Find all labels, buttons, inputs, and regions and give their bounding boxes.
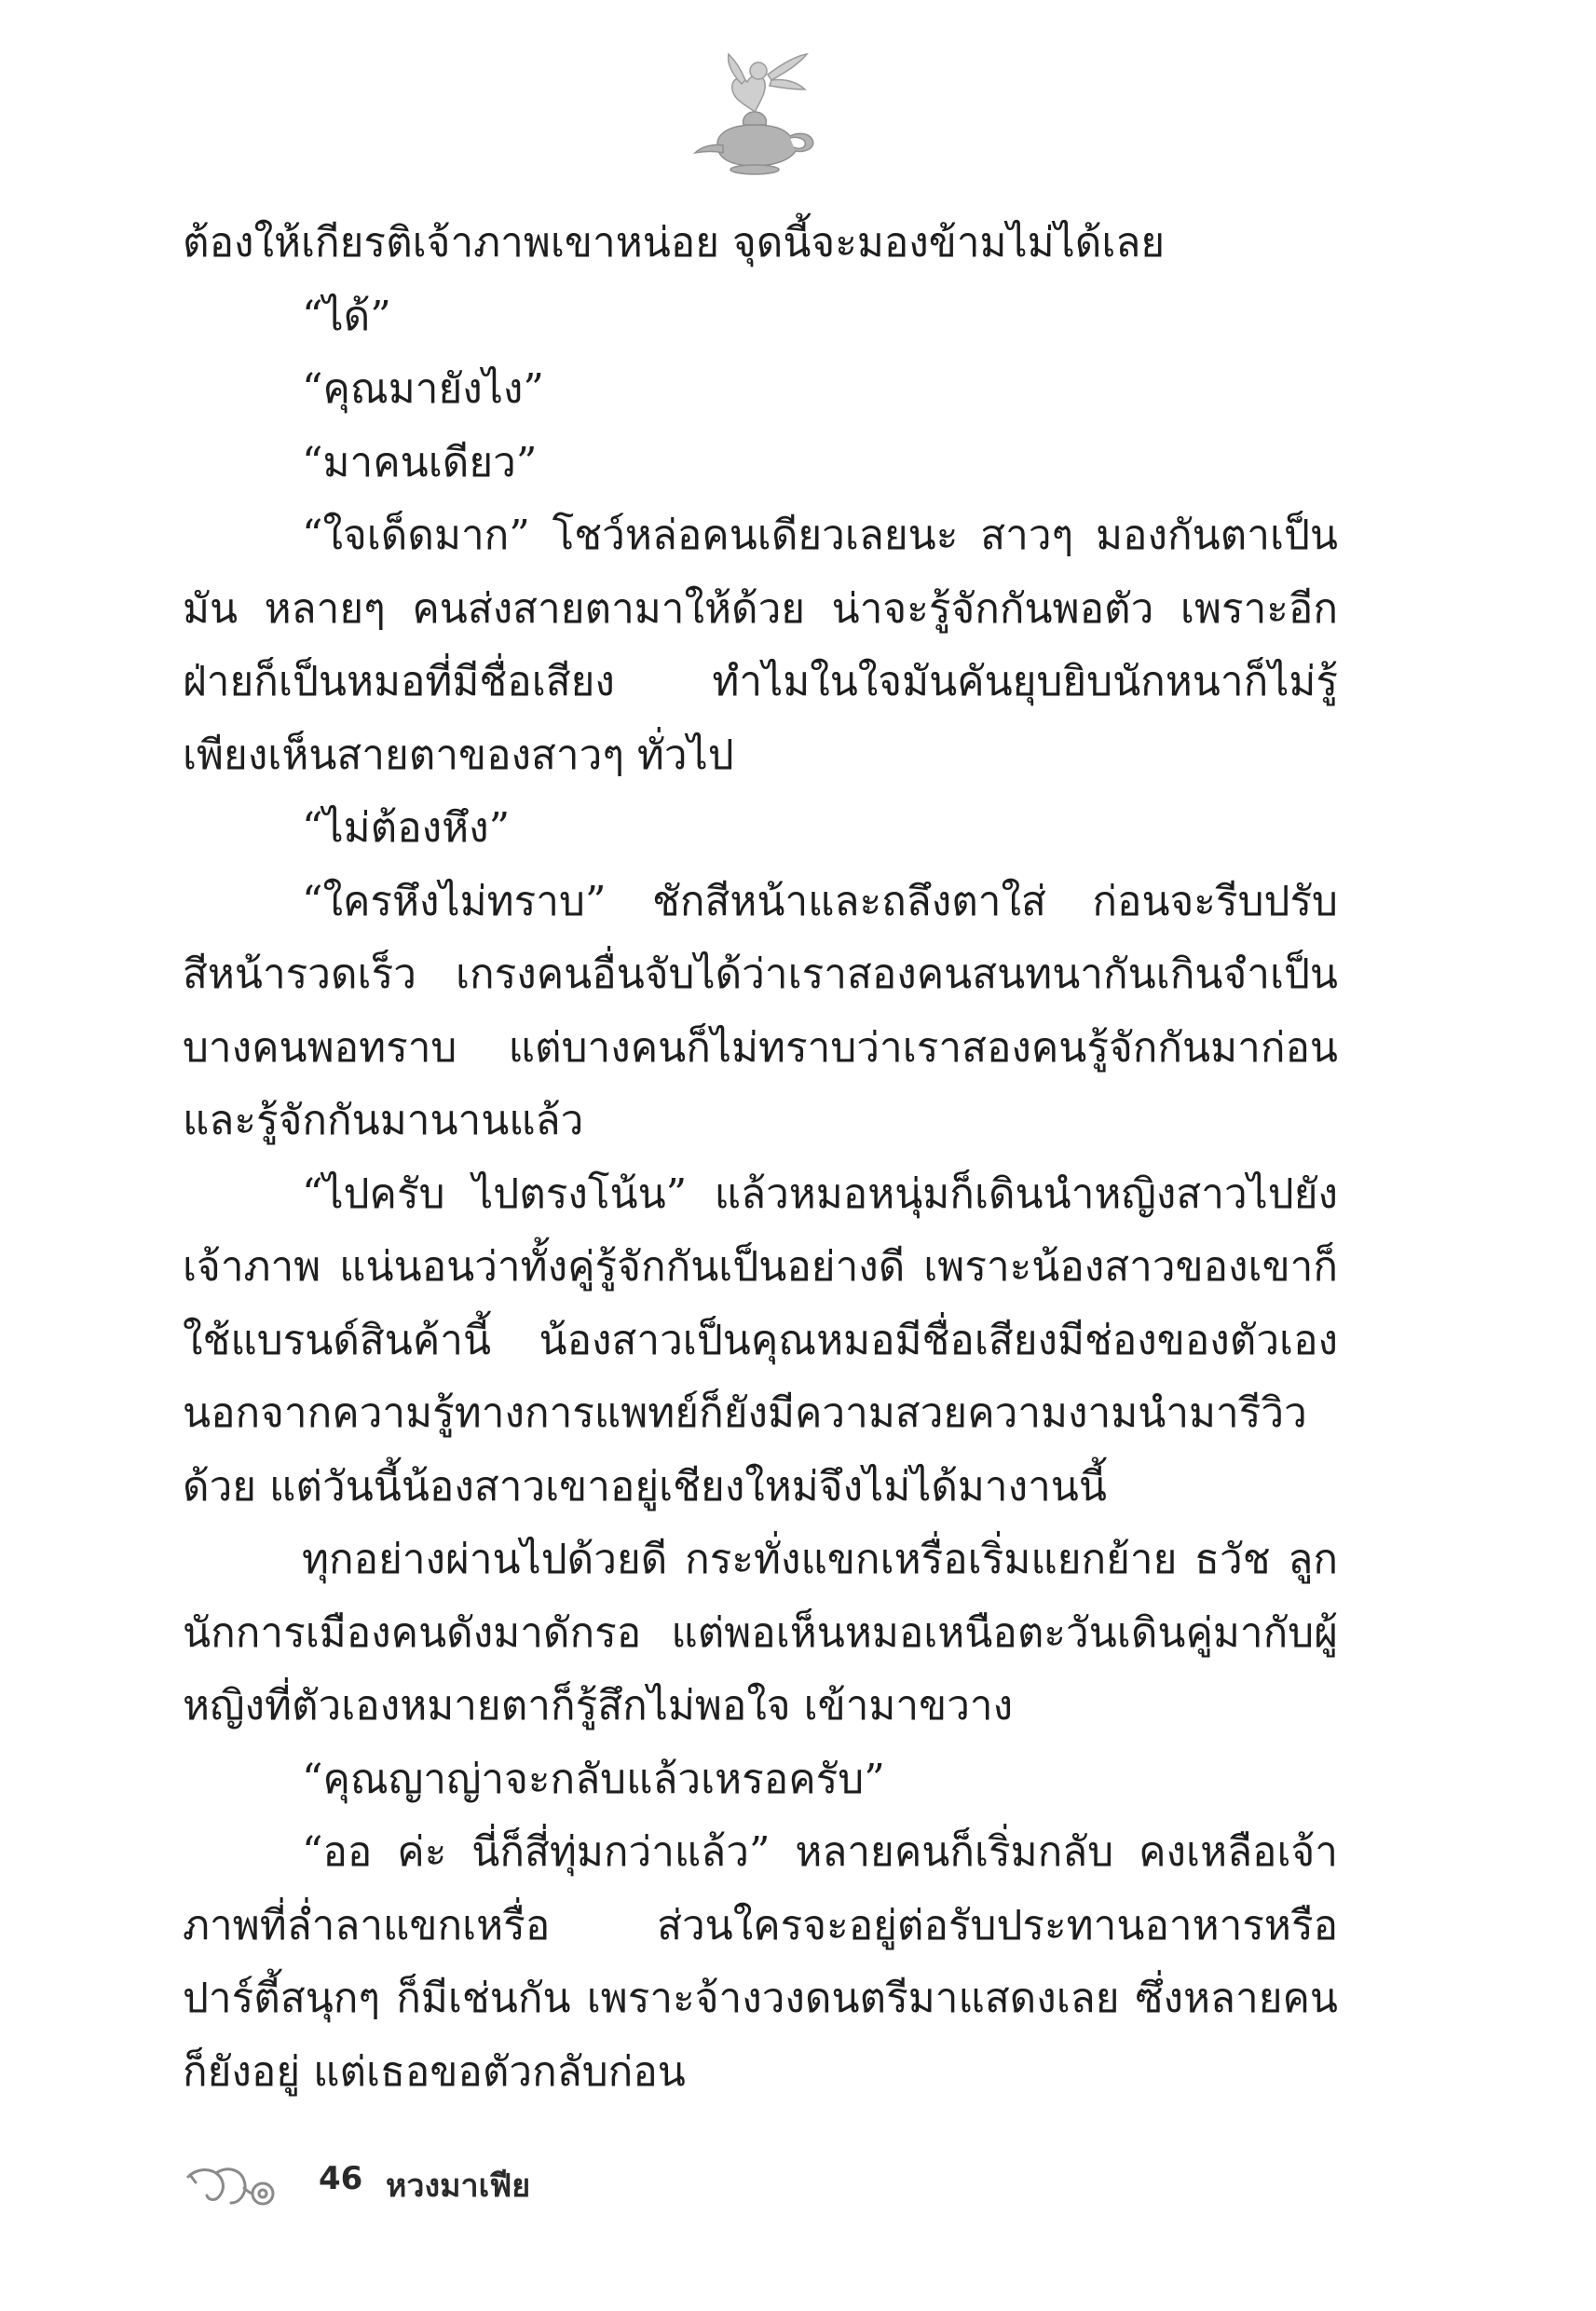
dialogue-line: “ได้”: [302, 292, 391, 340]
paragraph: “ไปครับ ไปตรงโน้น” แล้วหมอหนุ่มก็เดินนำหญิงสาวไปยังเจ้าภาพ แน่นอนว่าทั้งคู่รู้จักกันเป็นอย่างดี เพราะน้องสาวของเขาก็ใช้แบรนด์สินค้านี้ น้องสาวเป็นคุณหมอมีชื่อเสียงมีช่องของตัวเอง นอกจากความรู้ทางการแพทย์ก็ยังมีความสวยความงามนำมารีวิวด้วย แต่วันนี้น้องสาวเขาอยู่เชียงใหม่จึงไม่ได้มางานนี้: [183, 1169, 1338, 1511]
dialogue-line: “ไม่ต้องหึง”: [302, 804, 511, 852]
paragraph: “ออ ค่ะ นี่ก็สี่ทุ่มกว่าแล้ว” หลายคนก็เริ่มกลับ คงเหลือเจ้าภาพที่ล่ำลาแขกเหรื่อ ส่วนใครจะอยู่ต่อรับประทานอาหารหรือปาร์ตี้สนุกๆ ก็มีเช่นกัน เพราะจ้างวงดนตรีมาแสดงเลย ซึ่งหลายคนก็ยังอยู่ แต่เธอขอตัวกลับก่อน: [183, 1828, 1338, 2096]
paragraph: “ใจเด็ดมาก” โชว์หล่อคนเดียวเลยนะ สาวๆ มองกันตาเป็นมัน หลายๆ คนส่งสายตามาให้ด้วย น่าจะรู้จักกันพอตัว เพราะอีกฝ่ายก็เป็นหมอที่มีชื่อเสียง ทำไมในใจมันคันยุบยิบนักหนาก็ไม่รู้ เพียงเห็นสายตาของสาวๆ ทั่วไป: [183, 512, 1338, 779]
stethoscope-icon: [183, 2154, 285, 2214]
page-number: 46: [319, 2160, 363, 2197]
paragraph: “ใครหึงไม่ทราบ” ชักสีหน้าและถลึงตาใส่ ก่อนจะรีบปรับสีหน้ารวดเร็ว เกรงคนอื่นจับได้ว่าเราสองคนสนทนากันเกินจำเป็น บางคนพอทราบ แต่บางคนก็ไม่ทราบว่าเราสองคนรู้จักกันมาก่อน และรู้จักกันมานานแล้ว: [183, 877, 1338, 1144]
page-footer: [183, 2153, 1021, 2227]
dialogue-line: “คุณญาญ่าจะกลับแล้วเหรอครับ”: [302, 1755, 885, 1803]
paragraph: ต้องให้เกียรติเจ้าภาพเขาหน่อย จุดนี้จะมองข้ามไม่ได้เลย: [183, 219, 1166, 267]
dialogue-line: “มาคนเดียว”: [302, 438, 538, 486]
book-title: หวงมาเฟีย: [386, 2167, 531, 2205]
lamp-with-figure-icon: [680, 47, 829, 177]
paragraph: ทุกอย่างผ่านไปด้วยดี กระทั่งแขกเหรื่อเริ่มแยกย้าย ธวัช ลูกนักการเมืองคนดังมาดักรอ แต่พอเห็นหมอเหนือตะวันเดินคู่มากับผู้หญิงที่ตัวเองหมายตาก็รู้สึกไม่พอใจ เข้ามาขวาง: [183, 1536, 1338, 1730]
body-text: [183, 207, 1338, 2109]
dialogue-line: “คุณมายังไง”: [302, 365, 544, 413]
